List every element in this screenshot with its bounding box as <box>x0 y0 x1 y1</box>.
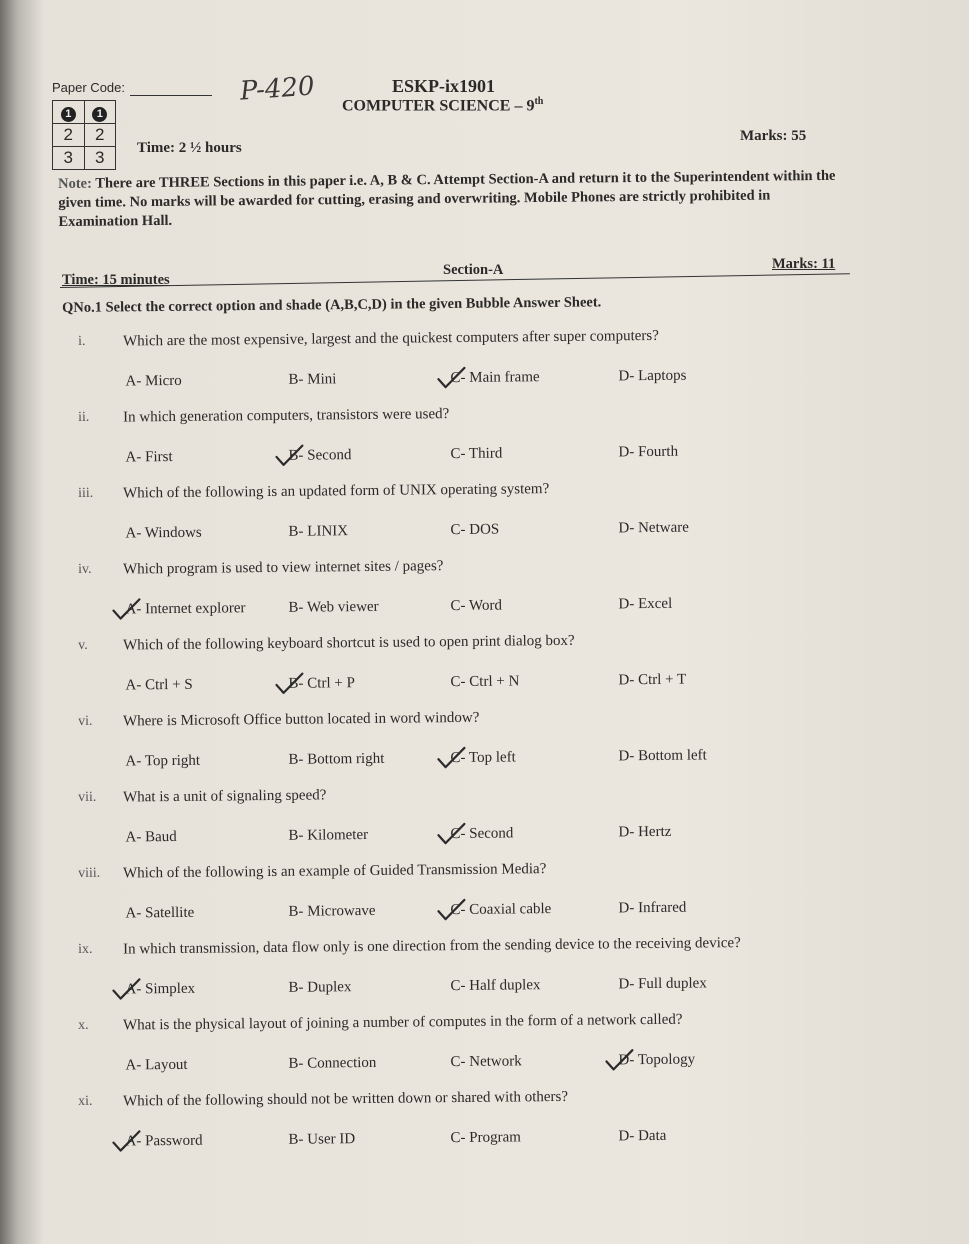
option-a[interactable] <box>125 981 195 999</box>
question-item <box>78 1086 859 1170</box>
question-number: vi. <box>78 713 93 729</box>
option-b[interactable] <box>288 371 336 389</box>
question-1-title: QNo.1 Select the correct option and shade (A,B,C,D) in the given Bubble Answer Sheet. <box>62 294 602 316</box>
question-item <box>78 782 859 866</box>
option-label: D- Laptops <box>618 367 687 385</box>
option-d[interactable] <box>618 1128 666 1146</box>
option-label: A- Ctrl + S <box>125 676 193 694</box>
option-label: B- Web viewer <box>288 598 379 616</box>
option-d[interactable] <box>618 975 707 993</box>
option-label: B- Duplex <box>288 979 352 996</box>
question-number: xi. <box>78 1093 93 1109</box>
option-label: D- Ctrl + T <box>618 671 687 689</box>
option-label: A- Satellite <box>125 904 195 922</box>
option-b[interactable] <box>288 675 355 693</box>
option-d[interactable] <box>618 444 678 462</box>
option-d[interactable] <box>618 1052 695 1070</box>
grid-cell-filled[interactable] <box>53 101 85 124</box>
grid-cell[interactable]: 2 <box>53 124 85 147</box>
option-b[interactable] <box>288 523 348 541</box>
question-item <box>78 630 859 714</box>
question-text: In which generation computers, transistors were used? <box>122 406 450 426</box>
option-label: C- Network <box>450 1053 522 1071</box>
option-d[interactable] <box>618 368 686 386</box>
option-label: D- Infrared <box>618 899 687 917</box>
paper-id: ESKP-ix1901 <box>392 76 496 96</box>
grid-cell-filled[interactable] <box>84 101 116 124</box>
option-label: D- Topology <box>618 1051 696 1069</box>
note-text: There are THREE Sections in this paper i.e. A, B & C. Attempt Section-A and return it to the Superintendent within the given time. No marks will be awarded for cutting, erasing and overwriting. Mobile Phones are strictly prohibited in Examination Hall. <box>58 167 836 230</box>
option-a[interactable] <box>125 525 201 543</box>
total-marks: Marks: 55 <box>740 128 807 144</box>
option-label: C- Top left <box>450 749 516 767</box>
handwritten-paper-code: P-420 <box>239 71 316 107</box>
option-a[interactable] <box>125 677 192 695</box>
option-label: D- Netware <box>618 519 689 537</box>
option-label: B- Microwave <box>288 902 376 920</box>
option-d[interactable] <box>618 672 686 690</box>
option-d[interactable] <box>618 747 707 765</box>
question-item <box>78 326 859 410</box>
option-label: D- Hertz <box>618 823 672 841</box>
question-number: vii. <box>78 789 97 805</box>
filled-bubble: 1 <box>92 107 107 122</box>
option-label: B- User ID <box>288 1131 356 1148</box>
question-text: Which of the following is an updated form of UNIX operating system? <box>122 481 550 502</box>
filled-bubble: 1 <box>61 107 76 122</box>
option-label: C- Ctrl + N <box>450 673 520 691</box>
question-text: What is a unit of signaling speed? <box>122 787 327 806</box>
subject-grade-suffix: th <box>534 96 544 107</box>
grid-cell[interactable]: 3 <box>53 147 85 170</box>
option-label: A- First <box>125 449 173 466</box>
option-b[interactable] <box>288 751 384 769</box>
question-number: iv. <box>78 561 92 577</box>
option-c[interactable] <box>450 901 551 919</box>
option-label: A- Internet explorer <box>125 600 246 618</box>
option-label: C- Coaxial cable <box>450 901 552 919</box>
question-item <box>78 554 859 638</box>
option-label: A- Layout <box>125 1056 188 1074</box>
option-c[interactable] <box>450 673 519 691</box>
grid-cell[interactable]: 3 <box>84 147 116 170</box>
section-title: Section-A <box>443 262 504 278</box>
option-d[interactable] <box>618 596 672 614</box>
option-label: D- Fourth <box>618 443 679 461</box>
option-a[interactable] <box>125 600 245 618</box>
note-label: Note: <box>58 175 93 192</box>
option-b[interactable] <box>288 979 351 997</box>
question-text: Which program is used to view internet sites / pages? <box>122 558 444 578</box>
option-c[interactable] <box>450 825 513 843</box>
question-number: i. <box>78 333 86 349</box>
question-text: In which transmission, data flow only is one direction from the sending device to the receiving device? <box>122 935 741 958</box>
option-b[interactable] <box>288 599 378 617</box>
paper-code-label: Paper Code: <box>52 80 125 95</box>
option-d[interactable] <box>618 824 671 842</box>
option-label: B- Ctrl + P <box>288 675 355 692</box>
option-label: B- Mini <box>288 371 337 388</box>
grid-cell[interactable]: 2 <box>84 124 116 147</box>
option-label: D- Data <box>618 1127 667 1145</box>
question-item <box>78 706 859 790</box>
question-item <box>78 478 859 562</box>
option-label: D- Full duplex <box>618 975 707 993</box>
option-a[interactable] <box>125 373 181 391</box>
option-b[interactable] <box>288 1131 355 1149</box>
option-label: B- Connection <box>288 1054 377 1072</box>
option-label: B- Second <box>288 447 352 464</box>
subject-name: COMPUTER SCIENCE – 9 <box>342 97 535 115</box>
option-label: B- Bottom right <box>288 750 385 768</box>
option-d[interactable] <box>618 520 689 538</box>
paper-code-grid <box>52 100 116 170</box>
question-number: v. <box>78 637 88 653</box>
option-c[interactable] <box>450 522 499 540</box>
question-text: Where is Microsoft Office button located in word window? <box>122 709 480 730</box>
option-a[interactable] <box>125 1057 187 1075</box>
option-label: A- Windows <box>125 524 202 542</box>
option-label: A- Baud <box>125 828 177 846</box>
option-label: B- Kilometer <box>288 826 369 844</box>
question-item <box>78 858 859 942</box>
question-number: ix. <box>78 941 93 957</box>
option-label: D- Bottom left <box>618 747 707 765</box>
option-a[interactable] <box>125 449 172 466</box>
option-c[interactable] <box>450 598 502 616</box>
option-label: C- Third <box>450 445 503 463</box>
question-number: iii. <box>78 485 94 501</box>
question-item <box>78 934 859 1018</box>
section-marks: Marks: 11 <box>772 256 836 272</box>
question-item <box>78 1010 859 1094</box>
option-d[interactable] <box>618 900 686 918</box>
option-c[interactable] <box>450 1129 521 1147</box>
option-b[interactable] <box>288 827 368 845</box>
question-number: x. <box>78 1017 89 1033</box>
option-c[interactable] <box>450 977 540 995</box>
option-a[interactable] <box>125 753 200 771</box>
option-label: C- Word <box>450 597 503 615</box>
option-label: A- Top right <box>125 752 201 770</box>
option-label: C- Program <box>450 1129 521 1147</box>
option-label: A- Simplex <box>125 980 196 998</box>
total-time: Time: 2 ½ hours <box>137 140 242 156</box>
option-a[interactable] <box>125 829 176 847</box>
option-label: B- LINIX <box>288 523 349 540</box>
exam-note <box>58 167 849 232</box>
option-c[interactable] <box>450 749 516 767</box>
option-c[interactable] <box>450 1053 521 1071</box>
question-text: Which of the following is an example of Guided Transmission Media? <box>122 861 547 882</box>
section-time: Time: 15 minutes <box>62 272 170 288</box>
question-text: What is the physical layout of joining a number of computes in the form of a network called? <box>122 1011 683 1034</box>
question-number: ii. <box>78 409 90 425</box>
option-label: C- Half duplex <box>450 977 541 995</box>
question-item <box>78 402 859 486</box>
option-c[interactable] <box>450 369 539 387</box>
option-label: D- Excel <box>618 595 673 613</box>
option-c[interactable] <box>450 446 502 464</box>
subject-title <box>342 96 543 115</box>
option-a[interactable] <box>125 1133 202 1151</box>
option-label: A- Password <box>125 1132 203 1150</box>
option-b[interactable] <box>288 447 351 465</box>
paper-code-line <box>130 95 212 96</box>
option-label: C- Second <box>450 825 514 843</box>
question-text: Which of the following should not be written down or shared with others? <box>122 1088 569 1110</box>
question-text: Which are the most expensive, largest and the quickest computers after super computers? <box>122 327 659 350</box>
option-label: A- Micro <box>125 372 182 390</box>
option-b[interactable] <box>288 1055 376 1073</box>
option-label: C- Main frame <box>450 369 540 387</box>
option-label: C- DOS <box>450 521 500 539</box>
option-a[interactable] <box>125 905 194 923</box>
option-b[interactable] <box>288 903 375 921</box>
question-number: viii. <box>78 865 101 881</box>
question-text: Which of the following keyboard shortcut is used to open print dialog box? <box>122 632 575 654</box>
